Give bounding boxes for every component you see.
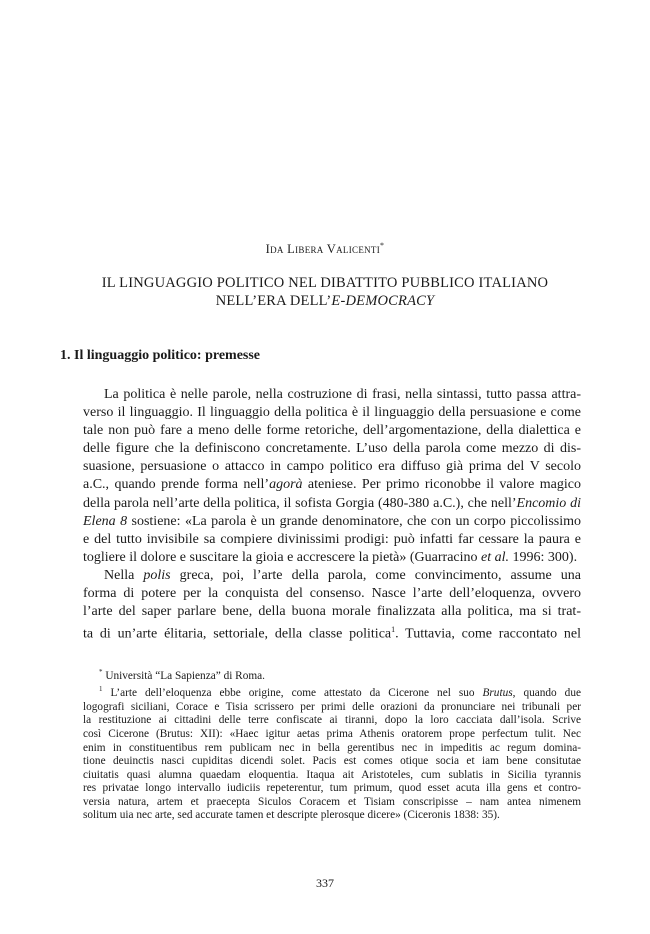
title-line-1: IL LINGUAGGIO POLITICO NEL DIBATTITO PUBBLICO ITALIANO [101, 275, 549, 291]
text-run: ateniese. Per primo riconobbe il valore magico [302, 477, 581, 493]
text-line [83, 567, 581, 585]
paragraph-2 [83, 567, 581, 644]
author-name [0, 241, 650, 257]
author-footnote-mark: * [380, 241, 385, 250]
paper-title [60, 275, 590, 310]
footnote-line: res privatae longo intervallo iudiciis repeterentur, tum primum, quod esset acuta illa gens et contro- [83, 782, 581, 795]
text-run: . Tuttavia, come raccontato nel [395, 626, 581, 642]
author-text: Ida Libera Valicenti [265, 242, 381, 257]
text-line [83, 549, 581, 567]
text-run: Nella [104, 567, 144, 583]
footnote-line: logografi siciliani, Corace e Tisia scrissero per primi delle orazioni da pronunciare nei tribunali per [83, 700, 581, 713]
text-italic: Brutus [482, 687, 513, 700]
text-italic: polis [143, 567, 171, 583]
text-line [83, 513, 581, 531]
text-run: , quando due [512, 687, 581, 700]
text-run: sostiene: «La parola è un grande denominatore, che con un corpo piccolissimo [127, 513, 582, 529]
text-italic: Encomio di [516, 495, 581, 511]
footnote-line: versia natura, artem et praecepta Siculos Coracem et Tisiam conscripisse – nam antea nimenem [83, 795, 581, 808]
text-run: greca, poi, l’arte della parola, come convincimento, assume una [170, 567, 582, 583]
footnote-1 [83, 683, 581, 700]
body-text [83, 386, 581, 644]
text-run: a.C., quando prende forma nell’ [83, 477, 270, 493]
footnote-line: così Cicerone (Brutus: XII): «Haec igitur aetas prima Athenis oratorem prope perfectum tulit. Nec [83, 727, 581, 740]
title-line-2-italic: E-DEMOCRACY [331, 292, 435, 309]
footnote-mark: 1 [99, 685, 103, 694]
text-run: 1996: 300). [509, 549, 578, 565]
footnote-line: enim in constituentibus rem publicam nec in bella gerentibus nec in impeditis ac regum domina- [83, 741, 581, 754]
footnote-mark: * [99, 668, 103, 676]
text-run: togliere il dolore e suscitare la gioia e accrescere la pietà» (Guarracino [83, 549, 482, 565]
text-run: L’arte dell’eloquenza ebbe origine, come attestato da Cicerone nel suo [110, 687, 483, 700]
footnote-line: la restituzione ai cittadini delle terre confiscate ai tiranni, dopo la loro cacciata dall’isola. Scrive [83, 714, 581, 727]
text-run: ta di un’arte élitaria, settoriale, della classe politica [83, 626, 392, 642]
text-italic: Elena 8 [83, 513, 128, 529]
footnote-line: ciuitatis quasi alumna quaedam eloquentia. Itaqua ait Aristoteles, cum sublatis in Sicilia tyrannis [83, 768, 581, 781]
footnote-line: tione deuinctis nasci cupiditas dicendi solet. Pacis est comes otique socia et iam bene consitutae [83, 755, 581, 768]
text-italic: agorà [269, 477, 303, 493]
title-line-2-prefix: NELL’ERA DELL’ [215, 292, 332, 309]
footnote-text: Università “La Sapienza” di Roma. [105, 669, 265, 682]
text-italic: et al. [481, 549, 510, 565]
text-line: e del tutto invisibile sa compiere divinissimi prodigi: può infatti far cessare la paura e [83, 531, 581, 547]
footnote-line: solitum uia nec arte, sed accurate tamen et descripte plerosque dicere» (Ciceronis 1838: 35). [83, 809, 500, 822]
text-line: verso il linguaggio. Il linguaggio della politica è il linguaggio della persuasione e come [83, 405, 581, 421]
text-line [83, 621, 581, 644]
text-line [83, 495, 581, 513]
text-line: forma di potere per la conquista del consenso. Nasce l’arte dell’eloquenza, ovvero [83, 586, 581, 602]
text-line: suasione, persuasione o attacco in campo politico era diffuso già prima del V secolo [83, 459, 581, 475]
text-line: delle figure che la definiscono concretamente. L’uso della parola come mezzo di dis- [83, 441, 581, 457]
text-line: tale non può fare a meno delle forme retoriche, dell’argomentazione, della dialettica e [83, 423, 581, 439]
text-line: La politica è nelle parole, nella costruzione di frasi, nella sintassi, tutto passa attra- [104, 387, 581, 402]
text-run: della parola nell’arte della politica, il sofista Gorgia (480-380 a.C.), che nell’ [83, 495, 517, 511]
page-number: 337 [316, 876, 334, 890]
footnote-star [83, 666, 581, 683]
paragraph-1 [83, 386, 581, 567]
text-line [83, 476, 581, 494]
title-line-2 [60, 293, 590, 311]
text-line: l’arte del saper parlare bene, della buona morale finalizzata alla politica, ma si trat- [83, 604, 581, 620]
footnotes [83, 666, 581, 823]
footnote-ref-1: 1 [391, 625, 396, 635]
section-heading: 1. Il linguaggio politico: premesse [60, 348, 261, 363]
